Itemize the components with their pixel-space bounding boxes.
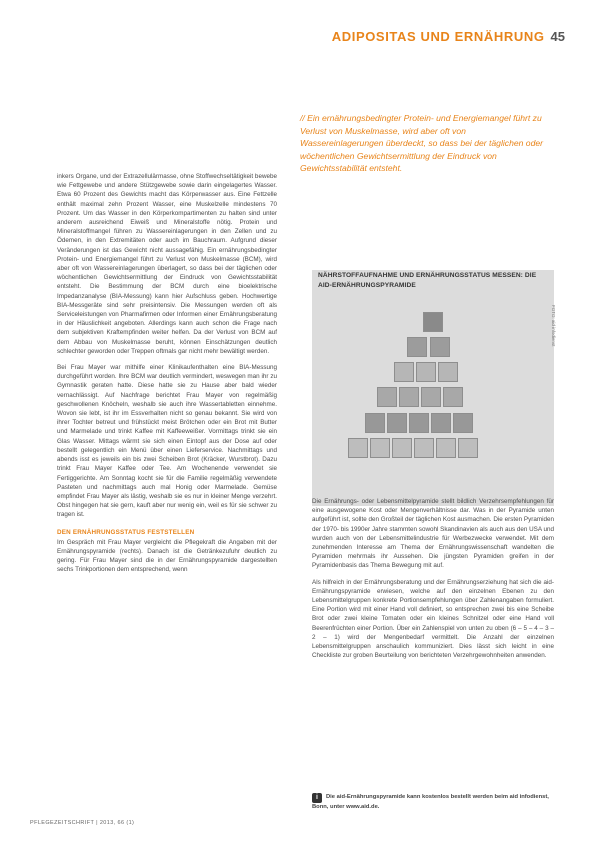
pyramid-cell-vegetable	[387, 413, 407, 433]
pyramid-cell-dairy	[416, 362, 436, 382]
pyramid-cell-fat	[423, 312, 443, 332]
info-note-text: Die aid-Ernährungspyramide kann kostenlos bestellt werden beim aid infodienst, Bonn, unter www.aid.de.	[312, 794, 549, 810]
pyramid-cell-vegetable	[453, 413, 473, 433]
info-icon: i	[312, 793, 322, 803]
body-paragraph: Die Ernährungs- oder Lebensmittelpyramide stellt bildlich Verzehrsempfehlungen für eine ausgewogene Kost oder Mengenverhältnisse dar. Was in der Pyramide unten aufgeführt ist, sollte den Großteil der täglichen Kost ausmachen. Die ersten Pyramiden der 1970- bis 1990er Jahre stammten sowohl Skandinavien als auch aus den USA und wurden auch von der Lebensmittelindustrie für Werbezwecke verwendet. Mit dem zunehmenden Interesse am Thema der Ernährungswissenschaft wandelten die Pyramiden mehrmals ihr Aussehen. Die jüngsten Pyramiden greifen in der Pyramidenbasis das Thema Bewegung mit auf.	[312, 498, 554, 570]
pyramid-cell-vegetable	[365, 413, 385, 433]
pyramid-cell-oil	[407, 337, 427, 357]
info-note	[312, 793, 554, 811]
left-column	[57, 172, 277, 582]
page-header	[290, 28, 565, 46]
body-paragraph: inkers Organe, und der Extrazellulärmasse, ohne Stoffwechseltätigkeit bewebe wie Fettgewebe und andere Stützgewebe sowie darin eingelagertes Wasser. Etwa 60 Prozent des Gewichts macht das Körperwasser aus. Eine Fettzelle enthält maximal zehn Prozent Wasser, eine Muskelzelle mindestens 70 Prozent. Um das Wasser in den Körperkompartimenten zu halten sind unter anderem ausreichend Eiweiß und Mineralstoffe nötig. Protein und Mineralstoffmangel führen zu Wassereinlagerungen in den Zellen und zu Ödemen, in den Extremitäten oder auch im Bauchraum. Aufgrund dieser Veränderungen ist das Gewicht nicht aussagefähig. Ein ernährungsbedingter Protein- und Energiemangel führt zu Verlust von Muskelmasse (BCM), wird aber oft von Wassereinlagerungen überlagert, so dass bei der täglichen oder wöchentlichen Gewichtsermittlung der Eindruck von Gewichtsstabilität entsteht. Die Bestimmung der BCM durch eine bioelektrische Impedanzanalyse (BIA-Messung) kann hier Aufschluss geben. Hochwertige BIA-Messgeräte sind sehr preisintensiv. Die Messungen werden oft als Serviceleistungen von Pharmafirmen oder Informen einer Ernährungsberatung in der Häuslichkeit angeboten. Allerdings kann auch schon die Frage nach dem subjektiven Kraftempfinden weiter helfen. Da der Verlust von BCM auf dem Abbau von Muskelmasse beruht, können Einschätzungen deutlich schlechter geworden oder Treppen oftmals gar nicht mehr bewältigt werden.	[57, 173, 277, 355]
pyramid-box-title: NÄHRSTOFFAUFNAHME UND ERNÄHRUNGSSTATUS MESSEN: DIE AID-ERNÄHRUNGSPYRAMIDE	[318, 272, 537, 289]
pyramid-cell-grain	[399, 387, 419, 407]
body-paragraph: Bei Frau Mayer war mithilfe einer Klinikaufenthalten eine BIA-Messung durchgeführt worden. Ihre BCM war deutlich vermindert, weswegen man ihr zu Gymnastik geraten hatte. Diese hatte sie zu Hause aber bald wieder vernachlässigt. Auf Nachfrage berichtet Frau Mayer von regelmäßig geschwollenen Knöcheln, weshalb sie auch ihre Wassertabletten einnehme. Wovon sie lebt, ist ihr im Essverhalten nicht so genau bekannt. Sie wird von ihrer Tochter betreut und frühstückt meist Brötchen oder ein Brot mit Butter und Marmelade und trinkt Kaffee mit Kaffeeweißer. Vormittags trinkt sie ein Glas Wasser. Mittags wärmt sie sich einen Eintopf aus der Dose auf oder bestellt gelegentlich ein Menü über einen Lieferservice. Nachmittags und abends isst es jeweils ein bis zwei Scheiben Brot (Kräcker, Wurstbrot). Dazu trinkt Frau Mayer Kaffee oder Tee. Am Wochenende verwendet sie Fertiggerichte. Am Sonntag kocht sie für die Familie regelmäßig verwendete Pasteten und nachmittags auch mal Honig oder Marmelade. Gemüse empfindet Frau Mayer als lästig, weshalb sie es nur in kleiner Menge verzehrt. Obst hingegen hat sie gern, kauft aber nur wenig ein, weil es für sie schwer zu tragen ist.	[57, 364, 277, 519]
pyramid-cell-drink	[348, 438, 368, 458]
pyramid-cell-vegetable	[409, 413, 429, 433]
pyramid-cell-grain	[421, 387, 441, 407]
pyramid-cell-dairy	[438, 362, 458, 382]
nutrition-pyramid	[312, 304, 554, 506]
page-number: 45	[550, 29, 565, 44]
pyramid-cell-drink	[370, 438, 390, 458]
pull-quote: // Ein ernährungsbedingter Protein- und Energiemangel führt zu Verlust von Muskelmasse, wird aber oft von Wassereinlagerungen überdeckt, so dass bei der täglichen oder wöchentlichen Gewichtsermittlung der Eindruck von Gewichtsstabilität entsteht.	[300, 113, 544, 174]
section-title: ADIPOSITAS UND ERNÄHRUNG	[331, 29, 545, 44]
section-subheading: DEN ERNÄHRUNGSSTATUS FESTSTELLEN	[57, 528, 195, 536]
pyramid-cell-vegetable	[431, 413, 451, 433]
body-paragraph: Als hilfreich in der Ernährungsberatung und der Ernährungserziehung hat sich die aid-Ernährungspyramide erwiesen, welche auf den einzelnen Ebenen zu den Lebensmittelgruppen konkrete Portionsempfehlungen über Zahlenangaben formuliert. Eine Portion wird mit einer Hand voll definiert, so entsprechen zwei bis eine Scheibe Brot oder zwei kleine Tomaten oder ein kleines Schnitzel oder eine Hand voll Beerenfrüchten einer Portion. Über ein Zahlenspiel von unten zu oben (6 – 5 – 4 – 3 – 2 – 1) wird der Mengenbedarf vermittelt. Die Anzahl der einzelnen Lebensmittelgruppen anschaulich kommuniziert. Dies lässt sich leicht in eine Checkliste zur groben Beurteilung von berichteten Verzehrgewohnheiten anwenden.	[312, 578, 554, 660]
pyramid-cell-butter	[430, 337, 450, 357]
pyramid-cell-grain	[443, 387, 463, 407]
page-footer: PFLEGEZEITSCHRIFT | 2013, 66 (1)	[30, 820, 135, 826]
pyramid-cell-drink	[458, 438, 478, 458]
pyramid-cell-grain	[377, 387, 397, 407]
body-paragraph: Im Gespräch mit Frau Mayer vergleicht die Pflegekraft die Angaben mit der Ernährungspyramide (rechts). Danach ist die Getränkezufuhr deutlich zu gering. Für Frau Mayer sind die in der Ernährungspyramide dargestellten sechs Trinkportionen dem entsprechend, wenn	[57, 538, 277, 574]
right-column	[312, 497, 554, 667]
photo-credit: FOTO: aid infodienst	[551, 305, 556, 347]
pyramid-cell-drink	[436, 438, 456, 458]
pyramid-cell-drink	[414, 438, 434, 458]
pyramid-cell-drink	[392, 438, 412, 458]
pyramid-cell-dairy	[394, 362, 414, 382]
